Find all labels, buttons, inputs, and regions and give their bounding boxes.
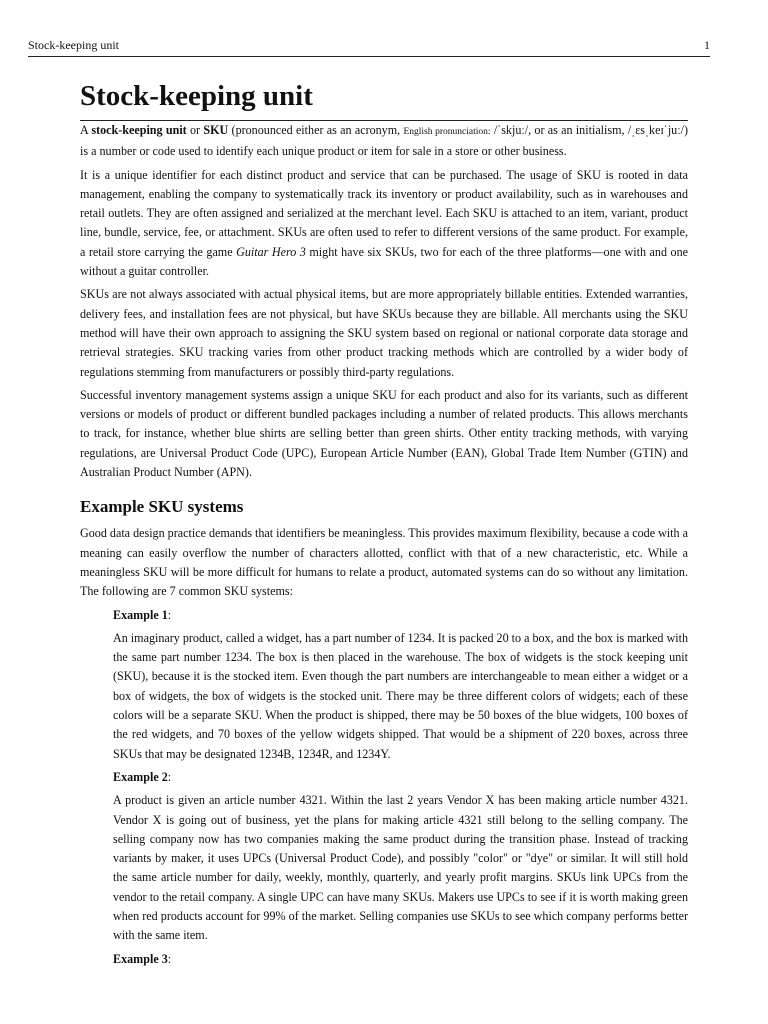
example-2-label	[113, 768, 688, 787]
pronunciation-label: English pronunciation:	[403, 127, 491, 137]
paragraph-inventory: Successful inventory management systems assign a unique SKU for each product and also for its variants, such as different versions or models of product or different bundled packages including a number of related products. This allows merchants to track, for instance, whether blue shirts are selling better than green shirts. Other entity tracking methods, with varying regulations, are Universal Product Code (UPC), European Article Number (EAN), Global Trade Item Number (GTIN) and Australian Product Number (APN).	[80, 387, 688, 480]
page-number: 1	[704, 38, 710, 52]
example-1-text: An imaginary product, called a widget, has a part number of 1234. It is packed 20 to a box, and the box is marked with the same part number 1234. The box is then placed in the warehouse. The box of widgets is the stock keeping unit (SKU), because it is the stocked item. Even though the part numbers are interchangeable to mean either a widget or a box of widgets, the box of widgets is the stocked unit. There may be three different colors of widgets; each of these colors will be a separate SKU. When the product is shipped, there may be 50 boxes of the blue widgets, 100 boxes of the red widgets, and 70 boxes of the yellow widgets shipped. That would be a shipment of 220 boxes, across three SKUs that may be designated 1234B, 1234R, and 1234Y.	[113, 630, 688, 761]
example-1-colon: :	[167, 607, 172, 622]
paragraph-billable: SKUs are not always associated with actual physical items, but are more appropriately billable entities. Extended warranties, delivery fees, and installation fees are not physical, but have SKUs because they are billable. All merchants using the SKU method will have their own approach to assigning the SKU system based on regional or national corporate data storage and retrieval strategies. SKU tracking varies from other product tracking methods which are controlled by a wider body of regulations stemming from manufacturers or possibly third-party regulations.	[80, 287, 688, 379]
example-3-label-text: Example 3	[113, 951, 168, 966]
example-1-label	[113, 606, 688, 625]
example-3-colon: :	[167, 951, 172, 966]
header-title: Stock-keeping unit	[28, 38, 119, 52]
paragraph-identifier	[80, 166, 688, 282]
paragraph-identifier-text: It is a unique identifier for each distinct product and service that can be purchased. The usage of SKU is rooted in data management, enabling the company to systematically track its inventory or product availability, such as in warehouses and retail outlets. They are often assigned and serialized at the merchant level. Each SKU is attached to an item, variant, product line, bundle, service, fee, or attachment. SKUs are often used to refer to different versions of the same product. For example, a retail store carrying the game	[80, 167, 688, 259]
intro-text-a: A	[80, 123, 92, 137]
intro-text-or: or	[186, 123, 204, 137]
intro-term-sku: SKU	[203, 123, 229, 137]
running-header	[28, 38, 710, 57]
example-2-label-text: Example 2	[113, 769, 168, 784]
article-content	[80, 78, 688, 973]
example-3-label	[113, 950, 688, 969]
example-list	[113, 606, 688, 969]
section-heading: Example SKU systems	[80, 497, 244, 517]
example-1-label-text: Example 1	[113, 607, 168, 622]
example-2-text: A product is given an article number 4321. Within the last 2 years Vendor X has been making article number 4321. Vendor X is going out of business, yet the plans for making article 4321 still belong to the selling company. The selling company now has two companies making the same product during the transition phase. Instead of tracking variants by maker, it uses UPCs (Universal Product Code), and possibly "color" or "dye" or similar. It will still hold the same article number for daily, weekly, monthly, quarterly, and yearly profit margins. SKUs link UPCs from the vendor to the retail company. A single UPC can have many SKUs. Makers use UPCs to see if it is worth making green when red products account for 99% of the market. Selling companies use SKUs to see which company performs better with the same item.	[113, 793, 688, 943]
paragraph-identifier-text-end: might have six SKUs, two for each of the three platforms—one with and one without a guitar controller.	[80, 244, 688, 279]
game-title: Guitar Hero 3	[236, 244, 306, 259]
intro-text-pron: (pronounced either as an acronym,	[228, 123, 404, 137]
section-intro: Good data design practice demands that identifiers be meaningless. This provides maximum flexibility, because a code with a meaning can easily overflow the number of characters allotted, conflict with that of a new characteristic, etc. While a meaningless SKU will be more difficult for humans to relate a product, automated systems can do so without any limitation. The following are 7 common SKU systems:	[80, 526, 688, 599]
example-2-colon: :	[167, 769, 172, 784]
intro-paragraph	[80, 121, 688, 162]
intro-term-sku-long: stock-keeping unit	[91, 123, 187, 137]
article-title: Stock-keeping unit	[80, 78, 688, 121]
intro-text-rest: /ˈskjuː/, or as an initialism, /ˌɛsˌkeɪˈjuː/) is a number or code used to identify each unique product or item for sale in a store or other business.	[80, 123, 688, 159]
